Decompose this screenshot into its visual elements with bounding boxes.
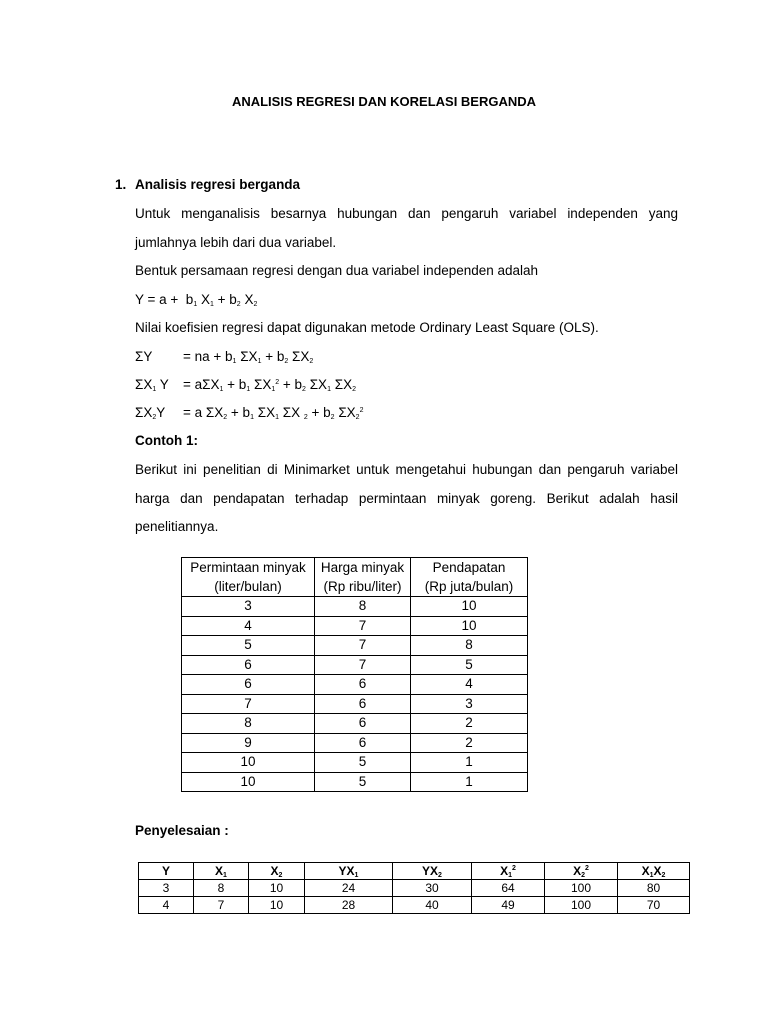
table-row [139, 880, 690, 897]
cell: 40 [393, 897, 472, 914]
table-row [182, 675, 528, 695]
header-yx2: $YX_2$ [393, 863, 472, 880]
header-price: Harga minyak (Rp ribu/liter) [315, 558, 411, 597]
cell: 64 [472, 880, 545, 897]
header-demand: Permintaan minyak (liter/bulan) [182, 558, 315, 597]
regression-equation: $Y = a + b_1$ $X_1 + b_2$ $X_2$ [135, 292, 258, 308]
section-number: 1. [115, 177, 127, 192]
cell: 8 [411, 636, 528, 656]
cell: 3 [139, 880, 194, 897]
example-text-line-2: harga dan pendapatan terhadap permintaan minyak goreng. Berikut adalah hasil [135, 491, 678, 506]
header-y: Y [139, 863, 194, 880]
page-title: ANALISIS REGRESI DAN KORELASI BERGANDA [231, 94, 537, 109]
cell: 10 [249, 880, 305, 897]
normal-equation-1-rhs: = na + $b_1$ $\Sigma X_1 + b_2$ $\Sigma X_2$ [183, 349, 314, 365]
cell: 28 [305, 897, 393, 914]
cell: 4 [411, 675, 528, 695]
normal-equation-1-lhs: ΣY [135, 349, 153, 364]
cell: 4 [139, 897, 194, 914]
cell: 49 [472, 897, 545, 914]
intro-paragraph-line-1: Untuk menganalisis besarnya hubungan dan pengaruh variabel independen yang [135, 206, 678, 221]
cell: 7 [315, 655, 411, 675]
cell: 8 [194, 880, 249, 897]
header-x2: $X_2$ [249, 863, 305, 880]
table-row [182, 616, 528, 636]
cell: 7 [194, 897, 249, 914]
cell: 6 [182, 675, 315, 695]
cell: 6 [315, 714, 411, 734]
equation-intro-text: Bentuk persamaan regresi dengan dua variabel independen adalah [135, 263, 539, 278]
normal-equation-3-lhs: $\Sigma X_2Y$ [135, 405, 166, 421]
section-title: Analisis regresi berganda [135, 177, 301, 192]
header-x1-squared: $X_1^2$ [472, 863, 545, 880]
cell: 5 [315, 753, 411, 773]
header-x1x2: $X_1X_2$ [618, 863, 690, 880]
table-header-row [139, 863, 690, 880]
table-header-row [182, 558, 528, 597]
example-text-line-1: Berikut ini penelitian di Minimarket untuk mengetahui hubungan dan pengaruh variabel [135, 462, 678, 477]
cell: 70 [618, 897, 690, 914]
table-row [182, 753, 528, 773]
cell: 10 [249, 897, 305, 914]
cell: 6 [315, 694, 411, 714]
cell: 5 [182, 636, 315, 656]
cell: 2 [411, 733, 528, 753]
cell: 7 [315, 636, 411, 656]
cell: 7 [315, 616, 411, 636]
cell: 100 [545, 880, 618, 897]
solution-label: Penyelesaian : [135, 823, 229, 838]
intro-paragraph-line-2: jumlahnya lebih dari dua variabel. [135, 235, 337, 250]
cell: 100 [545, 897, 618, 914]
cell: 10 [182, 753, 315, 773]
cell: 3 [182, 597, 315, 617]
cell: 4 [182, 616, 315, 636]
calculation-table [138, 862, 690, 914]
header-yx1: $YX_1$ [305, 863, 393, 880]
cell: 24 [305, 880, 393, 897]
cell: 8 [182, 714, 315, 734]
cell: 6 [315, 675, 411, 695]
cell: 9 [182, 733, 315, 753]
cell: 1 [411, 772, 528, 792]
cell: 6 [182, 655, 315, 675]
example-label: Contoh 1: [135, 433, 198, 448]
header-x2-squared: $X_2^2$ [545, 863, 618, 880]
table-row [182, 714, 528, 734]
table-row [182, 636, 528, 656]
table-row [182, 733, 528, 753]
normal-equation-2-lhs: $\Sigma X_1$ Y [135, 377, 169, 393]
cell: 10 [182, 772, 315, 792]
table-row [182, 597, 528, 617]
table-row [139, 897, 690, 914]
table-row [182, 694, 528, 714]
normal-equation-3-rhs: = a $\Sigma X_2 + b_1$ $\Sigma X_1$ ΣX $_2 + b_2$ $\Sigma X_2^2$ [183, 405, 364, 421]
table-row [182, 772, 528, 792]
ols-text: Nilai koefisien regresi dapat digunakan metode Ordinary Least Square (OLS). [135, 320, 599, 335]
cell: 6 [315, 733, 411, 753]
cell: 8 [315, 597, 411, 617]
header-x1: $X_1$ [194, 863, 249, 880]
header-income: Pendapatan (Rp juta/bulan) [411, 558, 528, 597]
cell: 80 [618, 880, 690, 897]
cell: 2 [411, 714, 528, 734]
normal-equation-2-rhs: = $a\Sigma X_1 + b_1$ $\Sigma X_1^2 + b_2$ $\Sigma X_1$ $\Sigma X_2$ [183, 377, 356, 393]
cell: 5 [411, 655, 528, 675]
cell: 7 [182, 694, 315, 714]
cell: 10 [411, 597, 528, 617]
example-text-line-3: penelitiannya. [135, 519, 219, 534]
cell: 10 [411, 616, 528, 636]
table-row [182, 655, 528, 675]
data-table [181, 557, 528, 792]
cell: 30 [393, 880, 472, 897]
cell: 1 [411, 753, 528, 773]
cell: 5 [315, 772, 411, 792]
cell: 3 [411, 694, 528, 714]
